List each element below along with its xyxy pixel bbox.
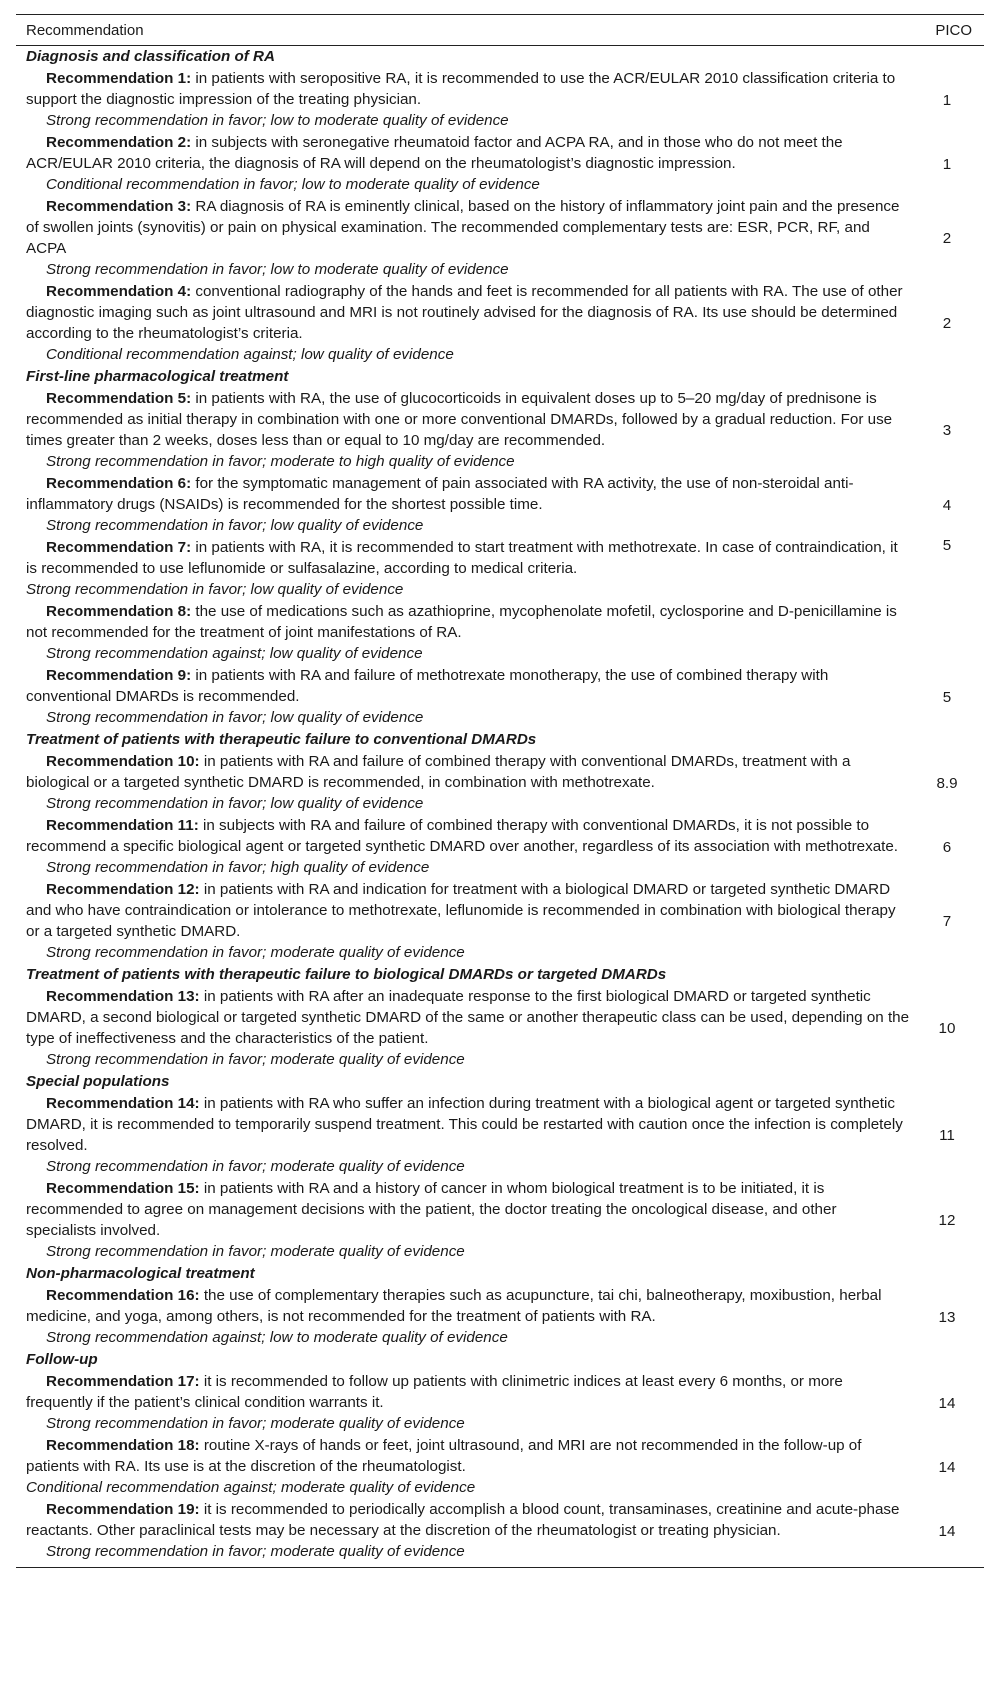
pico-value: 7 — [942, 913, 952, 930]
recommendation-label: Recommendation 16: — [46, 1287, 200, 1304]
recommendation-label: Recommendation 17: — [46, 1373, 200, 1390]
recommendation-label: Recommendation 12: — [46, 881, 200, 898]
evidence-quality: Strong recommendation in favor; low quality of evidence — [46, 709, 424, 726]
recommendation-statement: the use of medications such as azathioprine, mycophenolate mofetil, cyclosporine and D-penicillamine is not recommended for the treatment of joint manifestations of RA. — [26, 603, 897, 641]
recommendation-label: Recommendation 3: — [46, 198, 192, 215]
recommendation-text — [16, 601, 910, 665]
recommendation-label: Recommendation 19: — [46, 1501, 200, 1518]
recommendation-text — [16, 1499, 910, 1563]
evidence-quality: Strong recommendation in favor; high quality of evidence — [46, 859, 430, 876]
recommendation-statement: in patients with RA and indication for treatment with a biological DMARD or targeted synthetic DMARD and who have contraindication or intolerance to methotrexate, leflunomide is recommended in combination with biological therapy or a targeted synthetic DMARD. — [26, 881, 896, 940]
recommendation-statement: for the symptomatic management of pain associated with RA activity, the use of non-steroidal anti-inflammatory drugs (NSAIDs) is recommended for the shortest possible time. — [26, 475, 854, 513]
pico-value: 4 — [942, 496, 952, 514]
recommendation-text — [16, 1435, 910, 1499]
evidence-quality: Strong recommendation in favor; moderate to high quality of evidence — [46, 453, 515, 470]
evidence-quality: Conditional recommendation against; moderate quality of evidence — [26, 1479, 476, 1496]
evidence-quality: Strong recommendation in favor; low quality of evidence — [26, 581, 404, 598]
recommendation-body — [26, 473, 910, 515]
recommendation-body — [26, 1285, 910, 1327]
section-title: First-line pharmacological treatment — [26, 368, 289, 385]
recommendation-statement: routine X-rays of hands or feet, joint ultrasound, and MRI are not recommended in the follow-up of patients with RA. Its use is at the discretion of the rheumatologist. — [26, 1437, 862, 1475]
recommendation-row — [16, 68, 984, 132]
recommendation-body — [26, 815, 910, 857]
recommendation-label: Recommendation 5: — [46, 390, 192, 407]
recommendation-text — [16, 281, 910, 366]
recommendation-text — [16, 132, 910, 196]
pico-value: 1 — [942, 155, 952, 173]
pico-value: 11 — [939, 1127, 955, 1144]
recommendation-body — [26, 665, 910, 707]
recommendation-statement: in patients with RA and a history of cancer in whom biological treatment is to be initiated, it is recommended to agree on management decisions with the patient, the doctor treating the oncological disease, and other specialists involved. — [26, 1180, 837, 1239]
evidence-quality: Strong recommendation in favor; low to moderate quality of evidence — [46, 112, 509, 129]
pico-value: 14 — [938, 1394, 956, 1412]
recommendation-text — [16, 751, 910, 815]
recommendation-body — [26, 601, 910, 643]
recommendation-statement: in patients with RA after an inadequate response to the first biological DMARD or targeted synthetic DMARD, a second biological or targeted synthetic DMARD of the same or another therapeutic class can be used, depending on the type of ineffectiveness and the characteristics of the patient. — [26, 988, 910, 1047]
recommendation-statement: in patients with RA, the use of glucocorticoids in equivalent doses up to 5–20 mg/day of prednisone is recommended as initial therapy in combination with one or more conventional DMARDs, followed by a gradual reduction. For use times greater than 2 weeks, doses less than or equal to 10 mg/day are recommended. — [26, 390, 893, 449]
recommendation-statement: in subjects with seronegative rheumatoid factor and ACPA RA, and in those who do not meet the ACR/EULAR 2010 criteria, the diagnosis of RA will depend on the rheumatologist’s diagnostic impression. — [26, 134, 843, 172]
section-title: Follow-up — [26, 1351, 98, 1368]
recommendation-statement: it is recommended to periodically accomplish a blood count, transaminases, creatinine and acute-phase reactants. Other paraclinical tests may be necessary at the discretion of the rheumatologist or treating physician. — [26, 1501, 900, 1539]
section-title: Non-pharmacological treatment — [26, 1265, 255, 1282]
recommendation-body — [26, 1499, 910, 1541]
recommendation-body — [26, 751, 910, 793]
pico-value: 13 — [938, 1308, 956, 1326]
pico-value: 2 — [942, 230, 952, 247]
recommendation-label: Recommendation 1: — [46, 70, 192, 87]
evidence-quality: Strong recommendation in favor; moderate quality of evidence — [46, 1158, 465, 1175]
recommendation-row — [16, 132, 984, 196]
recommendation-row — [16, 537, 984, 601]
recommendation-statement: in patients with RA who suffer an infection during treatment with a biological agent or targeted synthetic DMARD, it is recommended to temporarily suspend treatment. This could be restarted with caution once the infection is completely resolved. — [26, 1095, 903, 1154]
header-pico: PICO — [935, 21, 972, 39]
recommendation-row — [16, 1499, 984, 1563]
evidence-quality: Strong recommendation against; low quality of evidence — [46, 645, 423, 662]
evidence-quality: Strong recommendation in favor; moderate quality of evidence — [46, 1543, 465, 1560]
recommendation-statement: in patients with RA and failure of methotrexate monotherapy, the use of combined therapy with conventional DMARDs is recommended. — [26, 667, 829, 705]
section-title: Special populations — [26, 1073, 170, 1090]
recommendation-label: Recommendation 6: — [46, 475, 192, 492]
recommendation-text — [16, 537, 910, 601]
recommendation-row — [16, 751, 984, 815]
recommendation-body — [26, 1178, 910, 1241]
evidence-quality: Strong recommendation in favor; moderate quality of evidence — [46, 1415, 465, 1432]
recommendation-label: Recommendation 4: — [46, 283, 192, 300]
recommendation-text — [16, 815, 910, 879]
recommendation-text — [16, 1178, 910, 1263]
recommendation-statement: conventional radiography of the hands and feet is recommended for all patients with RA. The use of other diagnostic imaging such as joint ultrasound and MRI is not routinely advised for the diagnosis of RA. Its use should be determined according to the rheumatologist’s criteria. — [26, 283, 903, 342]
pico-value: 14 — [938, 1458, 956, 1476]
recommendation-body — [26, 196, 910, 259]
recommendation-row — [16, 1178, 984, 1263]
header-recommendation: Recommendation — [26, 21, 144, 39]
recommendation-statement: in subjects with RA and failure of combined therapy with conventional DMARDs, it is not possible to recommend a specific biological agent or targeted synthetic DMARD over another, regardless of its association with methotrexate. — [26, 817, 899, 855]
pico-value: 10 — [938, 1020, 956, 1037]
evidence-quality: Conditional recommendation against; low quality of evidence — [46, 346, 454, 363]
pico-value: 5 — [942, 537, 952, 554]
evidence-quality: Strong recommendation against; low to moderate quality of evidence — [46, 1329, 508, 1346]
recommendation-text — [16, 1285, 910, 1349]
evidence-quality: Strong recommendation in favor; moderate quality of evidence — [46, 1051, 465, 1068]
section-title: Treatment of patients with therapeutic failure to conventional DMARDs — [26, 731, 537, 748]
recommendation-text — [16, 879, 910, 964]
section-title: Treatment of patients with therapeutic failure to biological DMARDs or targeted DMARDs — [26, 966, 667, 983]
recommendation-label: Recommendation 15: — [46, 1180, 200, 1197]
recommendation-text — [16, 473, 910, 537]
recommendation-body — [26, 1371, 910, 1413]
recommendation-label: Recommendation 14: — [46, 1095, 200, 1112]
recommendation-label: Recommendation 7: — [46, 539, 192, 556]
recommendation-row — [16, 1435, 984, 1499]
recommendation-label: Recommendation 11: — [46, 817, 199, 834]
recommendation-row — [16, 1285, 984, 1349]
recommendation-body — [26, 281, 910, 344]
recommendation-row — [16, 601, 984, 665]
recommendation-row — [16, 196, 984, 281]
recommendation-row — [16, 986, 984, 1071]
recommendation-statement: it is recommended to follow up patients with clinimetric indices at least every 6 months, or more frequently if the patient’s clinical condition warrants it. — [26, 1373, 843, 1411]
recommendation-label: Recommendation 9: — [46, 667, 192, 684]
recommendation-text — [16, 1093, 910, 1178]
recommendation-body — [26, 537, 910, 579]
pico-value: 14 — [938, 1522, 956, 1540]
recommendation-row — [16, 815, 984, 879]
recommendation-text — [16, 1371, 910, 1435]
recommendation-body — [26, 132, 910, 174]
evidence-quality: Conditional recommendation in favor; low to moderate quality of evidence — [46, 176, 540, 193]
recommendation-statement: in patients with seropositive RA, it is recommended to use the ACR/EULAR 2010 classification criteria to support the diagnostic impression of the treating physician. — [26, 70, 896, 108]
recommendation-row — [16, 1093, 984, 1178]
recommendation-row — [16, 665, 984, 729]
recommendation-row — [16, 473, 984, 537]
recommendation-row — [16, 1371, 984, 1435]
recommendation-label: Recommendation 18: — [46, 1437, 200, 1454]
recommendation-statement: in patients with RA and failure of combined therapy with conventional DMARDs, treatment with a biological or a targeted synthetic DMARD is recommended, in combination with methotrexate. — [26, 753, 851, 791]
table-body — [16, 46, 984, 1568]
recommendations-table — [16, 14, 984, 1568]
recommendation-text — [16, 986, 910, 1071]
pico-value: 8.9 — [936, 774, 958, 792]
recommendation-text — [16, 196, 910, 281]
pico-value: 5 — [942, 688, 952, 706]
recommendation-text — [16, 388, 910, 473]
recommendation-body — [26, 1435, 910, 1477]
recommendation-body — [26, 879, 910, 942]
recommendation-body — [26, 388, 910, 451]
table-header — [16, 14, 984, 46]
recommendation-label: Recommendation 2: — [46, 134, 192, 151]
recommendation-body — [26, 68, 910, 110]
recommendation-row — [16, 879, 984, 964]
recommendation-statement: RA diagnosis of RA is eminently clinical, based on the history of inflammatory joint pain and the presence of swollen joints (synovitis) or pain on physical examination. The recommended complementary tests are: ESR, PCR, RF, and ACPA — [26, 198, 900, 257]
evidence-quality: Strong recommendation in favor; low to moderate quality of evidence — [46, 261, 509, 278]
recommendation-label: Recommendation 10: — [46, 753, 200, 770]
recommendation-row — [16, 281, 984, 366]
recommendation-text — [16, 68, 910, 132]
recommendation-text — [16, 665, 910, 729]
section-title: Diagnosis and classification of RA — [26, 48, 275, 65]
pico-value: 1 — [942, 91, 952, 109]
recommendation-label: Recommendation 8: — [46, 603, 192, 620]
pico-value: 3 — [942, 422, 952, 439]
pico-value: 6 — [942, 838, 952, 856]
recommendation-body — [26, 986, 910, 1049]
recommendation-statement: the use of complementary therapies such as acupuncture, tai chi, balneotherapy, moxibustion, herbal medicine, and yoga, among others, is not recommended for the treatment of patients with RA. — [26, 1287, 882, 1325]
recommendation-statement: in patients with RA, it is recommended to start treatment with methotrexate. In case of contraindication, it is recommended to use leflunomide or sulfasalazine, according to medical criteria. — [26, 539, 898, 577]
evidence-quality: Strong recommendation in favor; low quality of evidence — [46, 517, 424, 534]
evidence-quality: Strong recommendation in favor; moderate quality of evidence — [46, 1243, 465, 1260]
recommendation-row — [16, 388, 984, 473]
evidence-quality: Strong recommendation in favor; moderate quality of evidence — [46, 944, 465, 961]
recommendation-body — [26, 1093, 910, 1156]
evidence-quality: Strong recommendation in favor; low quality of evidence — [46, 795, 424, 812]
recommendation-label: Recommendation 13: — [46, 988, 200, 1005]
pico-value: 2 — [942, 315, 952, 332]
pico-value: 12 — [938, 1212, 956, 1229]
